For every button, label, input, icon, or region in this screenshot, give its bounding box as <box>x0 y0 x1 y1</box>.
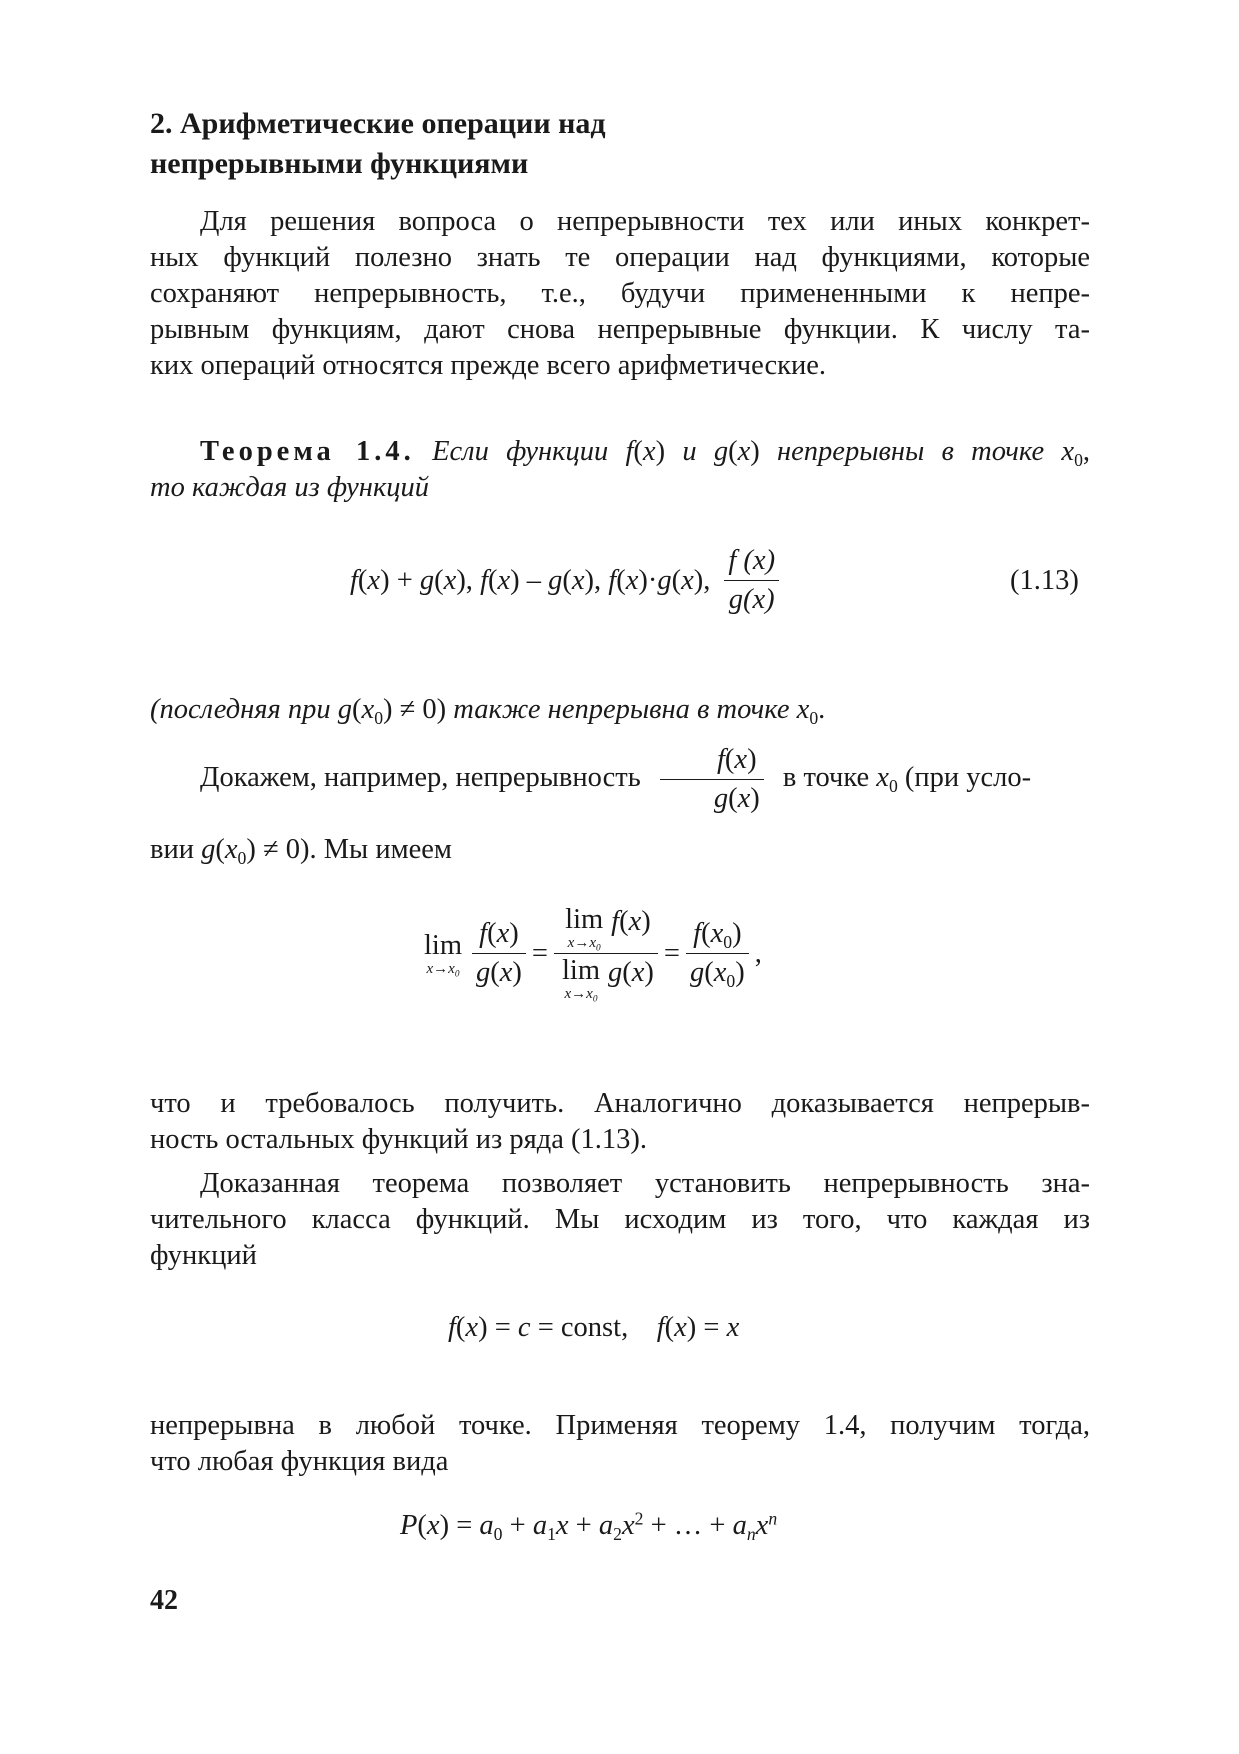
consequence-paragraph <box>150 1166 1090 1274</box>
lim-subscript-index: 0 <box>454 968 460 979</box>
equation-number: (1.13) <box>1010 565 1079 596</box>
limit-operator <box>424 931 462 977</box>
theorem-line-1: Теорема 1.4. Если функции f(x) и g(x) непрерывны в точке $x_0$, <box>200 436 1091 471</box>
const-word: const <box>560 1312 622 1343</box>
intro-line: Для решения вопроса о непрерывности тех или иных конкрет- <box>200 206 1090 237</box>
limit-fraction-1: $\frac{f(x)}{g(x)}$ <box>472 917 526 990</box>
limit-formula: lim $x\to x_0$ $\frac{f(x)}{g(x)}$ = lim $x\to x_0$ f(x) lim $x\to x_0$ g(x) = $\frac{f(x_0)}{g(x_0)}$ , <box>424 904 762 1005</box>
condition-line: (последняя при $g(x_0) \ne 0$) также непрерывна в точке $x_0$. <box>150 694 826 729</box>
proof-fraction: $\frac{f(x)}{g(x)}$ <box>660 743 764 816</box>
proof-line-1: Докажем, например, непрерывность $\frac{f(x)}{g(x)}$ в точке $x_0$ (при усло- <box>200 743 1032 814</box>
conclusion-paragraph <box>150 1086 1090 1158</box>
formula-1-13: f(x) + g(x), f(x) – g(x), f(x)·g(x), $\frac{f (x)}{g(x)}$ <box>350 544 785 617</box>
const-formula: f(x) = c = const, f(x) = x <box>448 1312 740 1343</box>
consequence-line: чительного класса функций. Мы исходим из того, что каждая из <box>150 1204 1090 1235</box>
section-heading <box>150 104 606 184</box>
final-line: что любая функция вида <box>150 1446 449 1477</box>
section-heading-line-1: 2. Арифметические операции над <box>150 107 606 140</box>
page-number: 42 <box>150 1585 178 1616</box>
intro-line: рывным функциям, дают снова непрерывные функции. К числу та- <box>150 314 1090 345</box>
intro-line: ких операций относятся прежде всего арифметические. <box>150 350 827 381</box>
lim-subscript: x→x <box>426 960 455 977</box>
intro-line: ных функций полезно знать те операции над функциями, которые <box>150 242 1090 273</box>
intro-paragraph <box>150 204 1090 384</box>
proof-text: ). Мы имеем <box>299 834 452 865</box>
condition-text: (последняя при <box>150 694 331 725</box>
theorem-line-2: то каждая из функций <box>150 472 430 503</box>
consequence-line: функций <box>150 1240 257 1271</box>
theorem-paragraph <box>150 434 1090 506</box>
theorem-text: Если функции <box>432 436 609 467</box>
conclusion-line: ность остальных функций из ряда (1.13). <box>150 1124 647 1155</box>
theorem-text: непрерывны в точке <box>777 436 1045 467</box>
condition-text: также непрерывна в точке <box>453 694 790 725</box>
proof-text: в точке <box>782 762 870 793</box>
proof-text: Докажем, например, непрерывность <box>200 762 641 793</box>
lim-word: lim <box>424 929 463 961</box>
intro-line: сохраняют непрерывность, т.е., будучи примененными к непре- <box>150 278 1090 309</box>
conclusion-line: что и требовалось получить. Аналогично доказывается непрерыв- <box>150 1088 1090 1119</box>
proof-text: (при усло- <box>904 762 1032 793</box>
theorem-label: Теорема 1.4. <box>200 436 415 467</box>
section-heading-line-2: непрерывными функциями <box>150 147 529 180</box>
proof-line-2: вии $g(x_0) \ne 0$). Мы имеем <box>150 834 452 869</box>
consequence-line: Доказанная теорема позволяет установить непрерывность зна- <box>200 1168 1090 1199</box>
limit-fraction-2: lim $x\to x_0$ f(x) lim $x\to x_0$ g(x) <box>554 905 658 1002</box>
fraction-numerator: f (x) <box>728 545 776 576</box>
theorem-text: и <box>682 436 697 467</box>
quotient-fraction <box>724 544 779 617</box>
polynomial-formula: $P(x) = a_0 + a_1x + a_2x^2$ + … + $a_nx^n$ <box>400 1508 778 1545</box>
final-line: непрерывна в любой точке. Применяя теорему 1.4, получим тогда, <box>150 1410 1090 1441</box>
proof-text: вии <box>150 834 194 865</box>
fraction-denominator: g(x) <box>728 584 775 615</box>
final-paragraph <box>150 1408 1090 1480</box>
limit-fraction-3: $\frac{f(x_0)}{g(x_0)}$ <box>686 917 749 990</box>
